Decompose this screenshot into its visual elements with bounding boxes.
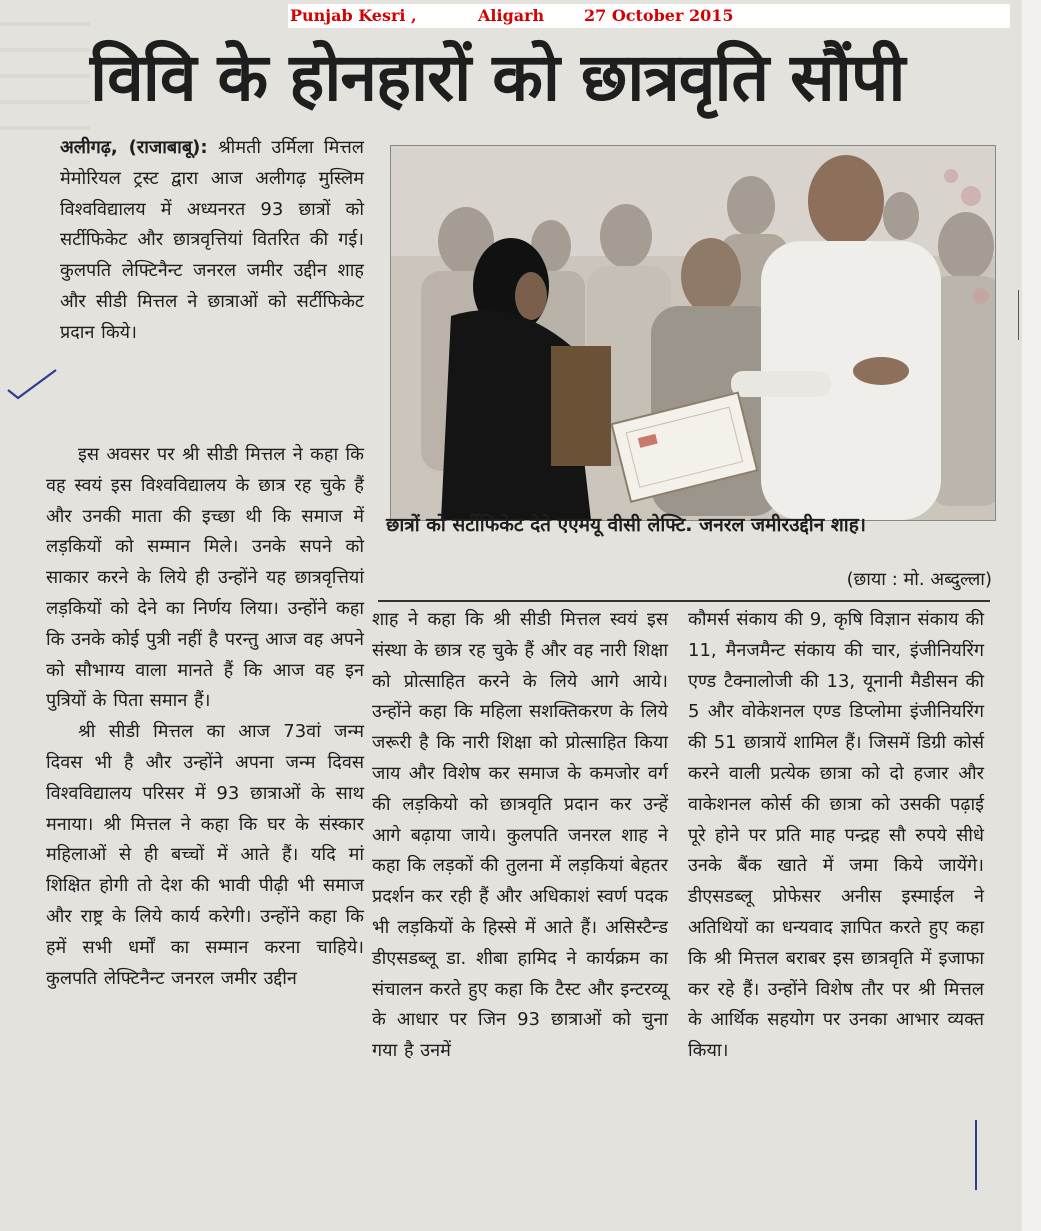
article-column-3: [688, 605, 984, 1067]
pen-margin-line-2: [975, 1120, 977, 1190]
pen-margin-line: [1018, 290, 1019, 340]
intro-paragraph: श्रीमती उर्मिला मित्तल मेमोरियल ट्रस्ट द्वारा आज अलीगढ़ मुस्लिम विश्वविद्यालय में अध्यनरत 93 छात्रों को सर्टीफिकेट और छात्रवृत्तियां वितरित की गई। कुलपति लेफ्टिनैन्ट जनरल जमीर उद्दीन शाह और सीडी मित्तल ने छात्राओं को सर्टीफिकेट प्रदान किये।: [60, 137, 364, 343]
paragraph-3: श्री सीडी मित्तल का आज 73वां जन्म दिवस भी है और उन्होंने अपना जन्म दिवस विश्वविद्यालय परिसर में 93 छात्राओं के साथ मनाया। श्री मित्तल ने कहा कि घर के संस्कार महिलाओं से ही बच्चों में आते हैं। यदि मां शिक्षित होगी तो देश की भावी पीढ़ी भी समाज और राष्ट्र के लिये कार्य करेगी। उन्होंने कहा कि हमें सभी धर्मों का सम्मान करना चाहिये। कुलपति लेफ्टिनैन्ट जनरल जमीर उद्दीन: [46, 721, 364, 989]
column-3-text: कौमर्स संकाय की 9, कृषि विज्ञान संकाय की 11, मैनजमैन्ट संकाय की चार, इंजीनियरिंग एण्ड टैक्नालोजी की 13, यूनानी मैडीसन की 5 और वोकेशनल एण्ड डिप्लोमा इंजीनियरिंग की 51 छात्रायें शामिल हैं। जिसमें डिग्री कोर्स करने वाली प्रत्येक छात्रा को दो हजार और वाकेशनल कोर्स की छात्रा को उसकी पढ़ाई पूरे होने पर प्रति माह पन्द्रह सौ रुपये सीधे उनके बैंक खाते में जमा किये जायेंगे। डीएसडब्लू प्रोफेसर अनीस इस्माईल ने अतिथियों का धन्यवाद ज्ञापित करते हुए कहा कि श्री मित्तल बराबर इस छात्रवृति में इजाफा कर रहे हैं। उन्होंने विशेष तौर पर श्री मित्तल के आर्थिक सहयोग पर उनका आभार व्यक्त किया।: [688, 609, 984, 1062]
paragraph-2: इस अवसर पर श्री सीडी मित्तल ने कहा कि वह स्वयं इस विश्वविद्यालय के छात्र रह चुके हैं और उनकी माता की इच्छा थी कि समाज में लड़कियों को सम्मान मिले। उनके सपने को साकार करने के लिये ही उन्होंने यह छात्रवृत्तियां लड़कियों को देने का निर्णय लिया। उन्होंने कहा कि उनके कोई पुत्री नहीं है परन्तु आज वह अपने को सौभाग्य वाला मानते हैं कि आज वह इन पुत्रियों के पिता समान हैं।: [46, 444, 364, 712]
news-photo: [390, 145, 996, 521]
photo-illustration: [391, 146, 995, 520]
page-edge: [1022, 0, 1041, 1231]
column-2-text: शाह ने कहा कि श्री सीडी मित्तल स्वयं इस संस्था के छात्र रह चुके हैं और वह नारी शिक्षा को प्रोत्साहित करने के लिये आगे आये। उन्होंने कहा कि महिला सशक्तिकरण के लिये जरूरी है कि नारी शिक्षा को प्रोत्साहित किया जाय और विशेष कर समाज के कमजोर वर्ग की लड़कियो को छात्रवृति प्रदान कर उन्हें आगे बढ़ाया जाये। कुलपति जनरल शाह ने कहा कि लड़कों की तुलना में लड़कियां बेहतर प्रदर्शन कर रही हैं और अधिकाशं स्वर्ण पदक भी लड़कियों के हिस्से में आते हैं। असिस्टैन्ड डीएसडब्लू डा. शीबा हामिद ने कार्यक्रम का संचालन करते हुए कहा कि टैस्ट और इन्टरव्यू के आधार पर जिन 93 छात्राओं को चुना गया है उनमें: [372, 609, 668, 1062]
headline: विवि के होनहारों को छात्रवृति सौंपी: [90, 39, 905, 116]
photo-credit: (छाया : मो. अब्दुल्ला): [846, 569, 992, 590]
publication-city: Aligarh: [478, 6, 545, 25]
photo-caption: छात्रों को सर्टीफिकेट देते एएमयू वीसी लेफ्टि. जनरल जमीरउद्दीन शाह।: [386, 514, 867, 536]
publication-name: Punjab Kesri ,: [290, 6, 417, 25]
article-column-1-bottom: [46, 440, 364, 994]
dateline: अलीगढ़, (राजाबाबू):: [60, 137, 208, 158]
pen-tick-mark: [6, 368, 58, 404]
source-header: [288, 4, 1010, 28]
publication-date: 27 October 2015: [584, 6, 734, 25]
show-through: [0, 0, 90, 130]
caption-rule: [378, 600, 990, 602]
article-column-2: [372, 605, 668, 1067]
article-column-1-top: [60, 133, 364, 349]
